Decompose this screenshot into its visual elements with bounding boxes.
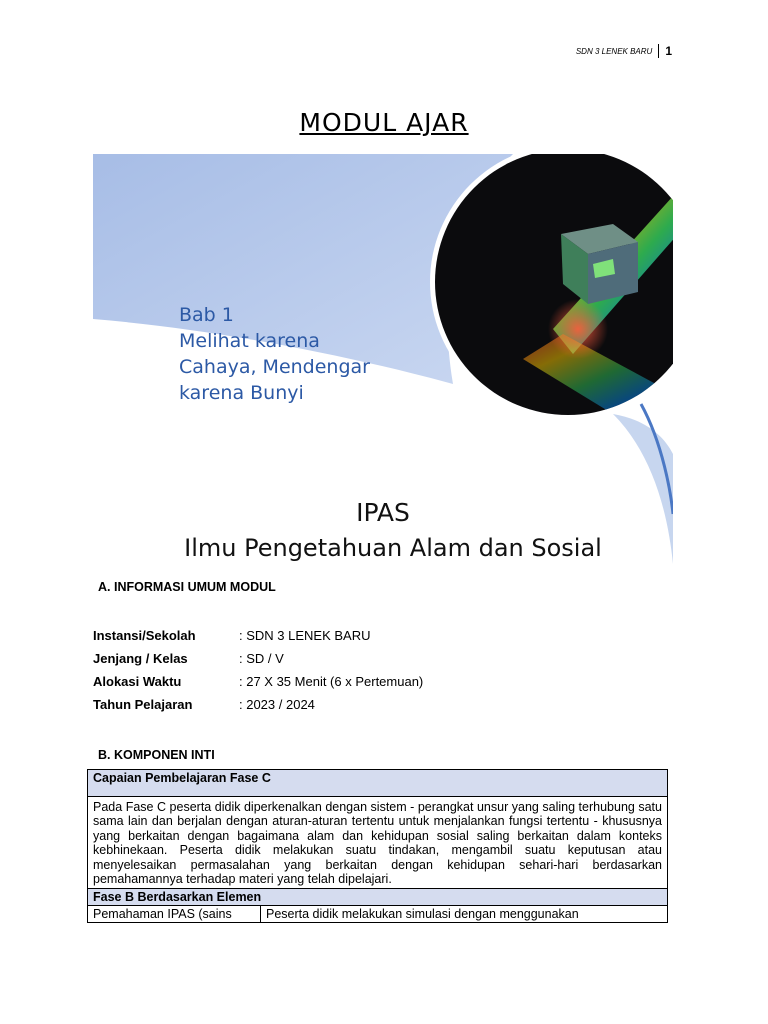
capaian-text: Pada Fase C peserta didik diperkenalkan dengan sistem - perangkat unsur yang saling terhubung satu sama lain dan berjalan dengan aturan-aturan tertentu untuk menjalankan fungsi tertentu - khususnya yang berkaitan dengan bagaimana alam dan kehidupan sosial saling berkaitan dalam konteks kebhinekaan. Peserta didik melakukan suatu tindakan, mengambil suatu keputusan atau menyelesaikan permasalahan yang berkaitan dengan kehidupan sehari-hari berdasarkan pemahamannya terhadap materi yang telah dipelajari. bbox=[88, 797, 668, 889]
core-components-table bbox=[87, 769, 668, 923]
element-description: Peserta didik melakukan simulasi dengan menggunakan bbox=[261, 906, 668, 923]
page-header bbox=[576, 44, 672, 58]
info-value: : 27 X 35 Menit (6 x Pertemuan) bbox=[239, 674, 424, 689]
cover-subject-full: Ilmu Pengetahuan Alam dan Sosial bbox=[184, 534, 602, 562]
info-row bbox=[93, 647, 423, 670]
page-number: 1 bbox=[665, 44, 672, 58]
cover-chapter-line: Melihat karena bbox=[179, 330, 320, 352]
cover-chapter-line: karena Bunyi bbox=[179, 382, 304, 404]
cover-chapter-line: Bab 1 bbox=[179, 304, 234, 326]
table-row bbox=[88, 770, 668, 797]
document-title: MODUL AJAR bbox=[299, 108, 469, 137]
info-row bbox=[93, 693, 423, 716]
section-b-heading: B. KOMPONEN INTI bbox=[98, 748, 215, 762]
header-divider bbox=[658, 44, 659, 58]
cover-chapter-line: Cahaya, Mendengar bbox=[179, 356, 370, 378]
header-school: SDN 3 LENEK BARU bbox=[575, 46, 653, 56]
cover-image bbox=[93, 154, 673, 564]
info-row bbox=[93, 624, 423, 647]
info-label: Instansi/Sekolah bbox=[93, 628, 196, 643]
info-value: : 2023 / 2024 bbox=[239, 697, 315, 712]
table-row bbox=[88, 797, 668, 889]
capaian-header: Capaian Pembelajaran Fase C bbox=[88, 770, 668, 797]
cover-subject: IPAS bbox=[356, 498, 410, 527]
fase-header: Fase B Berdasarkan Elemen bbox=[88, 889, 668, 906]
table-row bbox=[88, 889, 668, 906]
info-label: Alokasi Waktu bbox=[93, 674, 182, 689]
info-label: Tahun Pelajaran bbox=[93, 697, 193, 712]
table-row bbox=[88, 906, 668, 923]
info-value: : SD / V bbox=[239, 651, 284, 666]
info-value: : SDN 3 LENEK BARU bbox=[239, 628, 371, 643]
general-info bbox=[93, 624, 423, 716]
info-row bbox=[93, 670, 423, 693]
element-name: Pemahaman IPAS (sains bbox=[88, 906, 261, 923]
cover-chapter-title bbox=[179, 302, 370, 406]
section-a-heading: A. INFORMASI UMUM MODUL bbox=[98, 580, 276, 594]
info-label: Jenjang / Kelas bbox=[93, 651, 188, 666]
